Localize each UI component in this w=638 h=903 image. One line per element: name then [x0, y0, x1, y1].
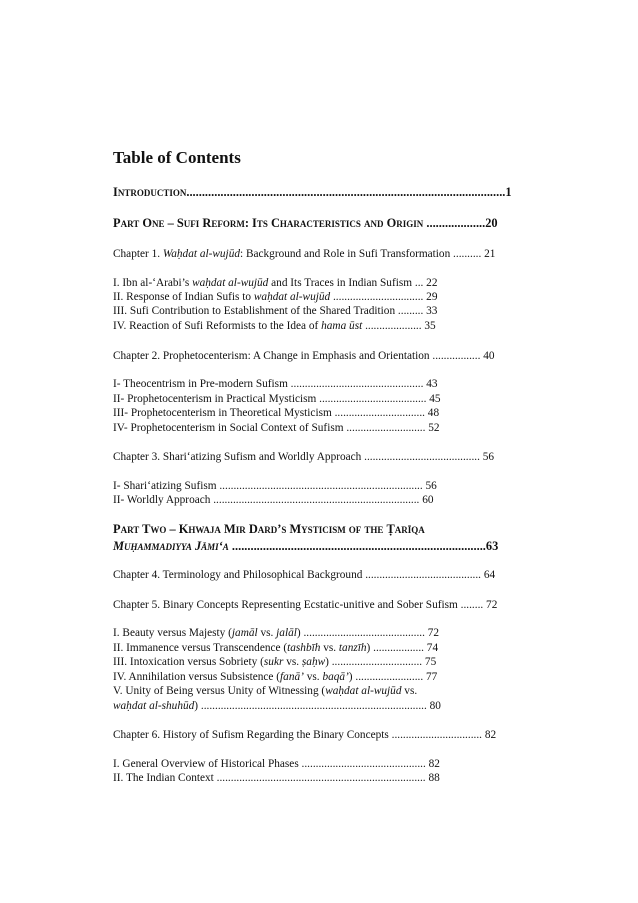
toc-entry-text: Introduction	[113, 185, 187, 199]
toc-entry-text: Chapter 1.	[113, 248, 163, 260]
toc-entry	[113, 247, 495, 261]
toc-entry-text: IV. Reaction of Sufi Reformists to the Idea of	[113, 320, 322, 332]
toc-entry-text: ...................20	[423, 216, 498, 230]
toc-entry-text: II. Response of Indian Sufis to	[113, 291, 254, 303]
toc-entry-text: .......................................................................................................1	[186, 185, 512, 199]
toc-entry-text: ..................................................................................63	[228, 539, 499, 553]
toc-entry-text: baqā’	[322, 671, 349, 683]
toc-entry-text: ) ........................................... 72	[296, 627, 440, 639]
toc-entry-text: II- Prophetocenterism in Practical Mysticism ...................................... 45	[113, 393, 441, 405]
toc-entry	[113, 626, 439, 640]
toc-entry	[113, 290, 437, 304]
toc-entry	[113, 771, 440, 785]
toc-entry-text: sukr	[263, 656, 284, 668]
page-title: Table of Contents	[113, 148, 241, 167]
toc-entry-text: II- Worldly Approach ......................................................................... 60	[113, 494, 434, 506]
toc-entry-text: III. Intoxication versus Sobriety (	[113, 656, 264, 668]
toc-entry-text: Part One – Sufi Reform: Its Characteristics and Origin	[113, 216, 424, 230]
toc-entry	[113, 598, 497, 612]
toc-entry	[113, 493, 434, 507]
toc-entry-text: hama ūst	[321, 320, 363, 332]
toc-entry-text: Chapter 4. Terminology and Philosophical Background ......................................... 64	[113, 569, 496, 581]
toc-entry	[113, 377, 438, 391]
toc-entry-text: waḥdat al-shuhūd	[113, 700, 195, 712]
toc-entry-text: IV. Annihilation versus Subsistence (	[113, 671, 281, 683]
toc-entry-text: vs.	[283, 656, 302, 668]
toc-entry-text: jamāl	[231, 627, 258, 639]
toc-entry	[113, 319, 436, 333]
toc-entry	[113, 670, 437, 684]
toc-entry-text: ) .................. 74	[366, 642, 439, 654]
toc-entry-text: vs.	[320, 642, 339, 654]
toc-entry-text: II. The Indian Context .......................................................................... 88	[113, 772, 440, 784]
toc-entry-text: vs.	[401, 685, 418, 697]
toc-entry	[113, 304, 437, 318]
toc-entry-text: Muḥammadiyya Jāmi‘a	[113, 539, 229, 553]
toc-entry-text: Chapter 5. Binary Concepts Representing Ecstatic-unitive and Sober Sufism ........ 72	[113, 599, 498, 611]
toc-entry-text: V. Unity of Being versus Unity of Witnessing (	[113, 685, 326, 697]
toc-entry-text: waḥdat al-wujūd	[253, 291, 331, 303]
toc-entry-text: ṣaḥw	[301, 656, 326, 668]
toc-entry	[113, 421, 440, 435]
toc-entry-text: Chapter 3. Shari‘atizing Sufism and Worldly Approach ......................................... 56	[113, 451, 495, 463]
toc-entry-text: and Its Traces in Indian Sufism ... 22	[268, 277, 438, 289]
toc-entry	[113, 349, 495, 363]
toc-entry	[113, 568, 495, 582]
toc-entry-text: I. General Overview of Historical Phases ............................................ 82	[113, 758, 440, 770]
toc-entry-text: II. Immanence versus Transcendence (	[113, 642, 288, 654]
toc-entry-text: tanzīh	[338, 642, 367, 654]
toc-entry-text: fanā’	[280, 671, 304, 683]
toc-entry-text: III- Prophetocenterism in Theoretical Mysticism ................................ 48	[113, 407, 440, 419]
toc-entry	[113, 757, 440, 771]
toc-entry	[113, 684, 417, 698]
toc-entry	[113, 479, 437, 493]
toc-entry-text: Chapter 2. Prophetocenterism: A Change in Emphasis and Orientation ................. 40	[113, 350, 495, 362]
toc-entry	[113, 185, 512, 199]
toc-entry-text: ................................ 29	[330, 291, 438, 303]
toc-entry	[113, 655, 436, 669]
toc-entry-text: vs.	[303, 671, 323, 683]
toc-entry	[113, 641, 438, 655]
toc-entry	[113, 392, 441, 406]
toc-entry-text: waḥdat al-wujūd	[325, 685, 402, 697]
toc-entry	[113, 728, 496, 742]
toc-entry-text: III. Sufi Contribution to Establishment of the Shared Tradition ......... 33	[113, 305, 438, 317]
toc-entry-text: vs.	[257, 627, 277, 639]
toc-entry	[113, 406, 439, 420]
toc-entry	[113, 699, 441, 713]
toc-entry	[113, 522, 425, 536]
toc-entry-text: Part Two – Khwaja Mir Dard’s Mysticism of the Ṭarīqa	[113, 522, 425, 536]
toc-entry	[113, 539, 498, 553]
toc-entry-text: I- Shari‘atizing Sufism ........................................................................ 56	[113, 480, 437, 492]
toc-entry-text: I- Theocentrism in Pre-modern Sufism ............................................... 43	[113, 378, 438, 390]
toc-entry-text: ) ................................ 75	[325, 656, 437, 668]
toc-entry-text: : Background and Role in Sufi Transformation .......... 21	[240, 248, 496, 260]
toc-entry-text: tashbīh	[287, 642, 321, 654]
toc-entry	[113, 216, 498, 230]
toc-entry-text: Chapter 6. History of Sufism Regarding the Binary Concepts ................................ 82	[113, 729, 497, 741]
toc-entry	[113, 276, 437, 290]
toc-entry-text: .................... 35	[362, 320, 436, 332]
toc-entry	[113, 450, 494, 464]
toc-entry-text: I. Ibn al-‘Arabi’s	[113, 277, 193, 289]
toc-entry-text: ) ........................ 77	[348, 671, 438, 683]
toc-entry-text: jalāl	[276, 627, 297, 639]
toc-entry-text: ) ................................................................................ 80	[194, 700, 441, 712]
toc-entry-text: waḥdat al-wujūd	[192, 277, 269, 289]
toc-entry-text: I. Beauty versus Majesty (	[113, 627, 232, 639]
toc-entry-text: Waḥdat al-wujūd	[162, 248, 240, 260]
toc-entry-text: IV- Prophetocenterism in Social Context of Sufism ............................ 52	[113, 422, 440, 434]
